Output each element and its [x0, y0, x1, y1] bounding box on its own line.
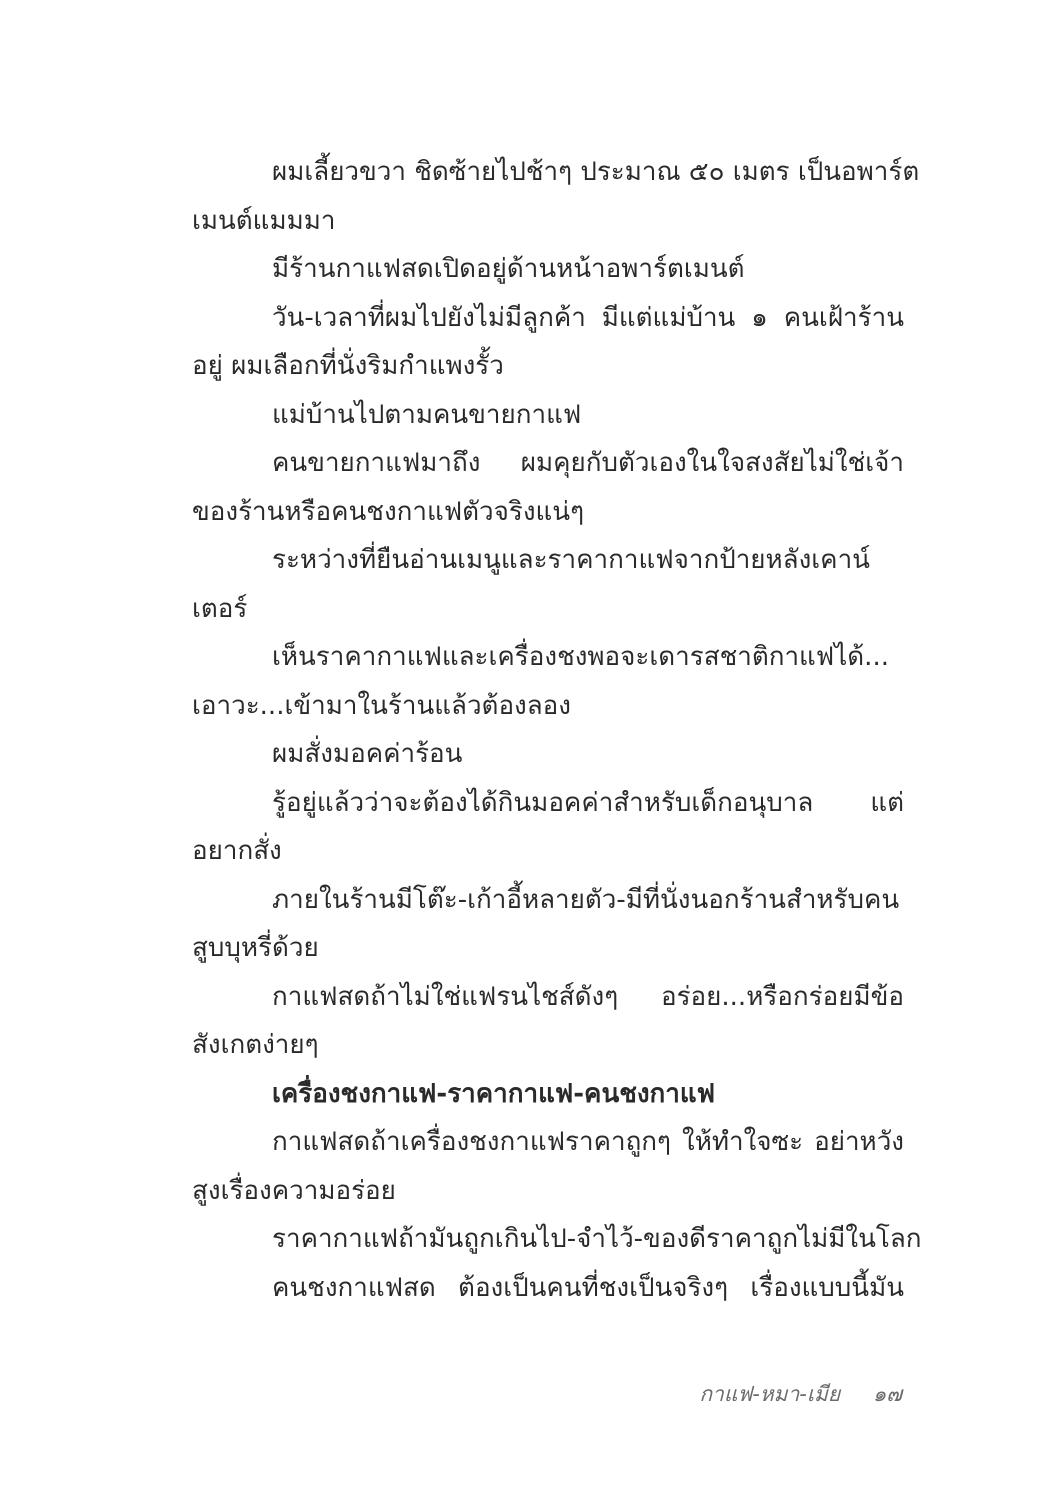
text-line: คนขายกาแฟมาถึง ผมคุยกับตัวเองในใจสงสัยไม่ใช่เจ้า [272, 448, 904, 478]
text-line: กาแฟสดถ้าไม่ใช่แฟรนไชส์ดังๆ อร่อย...หรือกร่อยมีข้อ [272, 981, 904, 1012]
text-line: แม่บ้านไปตามคนขายกาแฟ [272, 399, 582, 430]
page-number: ๑๗ [872, 1382, 902, 1406]
text-line: เห็นราคากาแฟและเครื่องชงพอจะเดารสชาติกาแฟได้... [272, 642, 889, 672]
text-line: เมนต์แมมมา [192, 205, 336, 236]
text-line: ของร้านหรือคนชงกาแฟตัวจริงแน่ๆ [192, 496, 585, 527]
running-title: กาแฟ-หมา-เมีย [699, 1382, 841, 1406]
text-line: ผมเลี้ยวขวา ชิดซ้ายไปช้าๆ ประมาณ ๕๐ เมตร เป็นอพาร์ต [272, 157, 920, 187]
text-line: สูงเรื่องความอร่อย [192, 1175, 396, 1206]
text-line: ภายในร้านมีโต๊ะ-เก้าอี้หลายตัว-มีที่นั่งนอกร้านสำหรับคน [272, 884, 900, 915]
text-line: รู้อยู่แล้วว่าจะต้องได้กินมอคค่าสำหรับเด็กอนุบาล แต่ [272, 787, 904, 818]
text-line: ระหว่างที่ยืนอ่านเมนูและราคากาแฟจากป้ายหลังเคาน์ [272, 545, 870, 575]
text-line: ราคากาแฟถ้ามันถูกเกินไป-จำไว้-ของดีราคาถูกไม่มีในโลก [272, 1224, 922, 1254]
text-line: เตอร์ [192, 593, 248, 624]
text-line: เอาวะ...เข้ามาในร้านแล้วต้องลอง [192, 690, 571, 721]
body-text [192, 148, 922, 1312]
section-heading: เครื่องชงกาแฟ-ราคากาแฟ-คนชงกาแฟ [272, 1078, 716, 1109]
text-line: สูบบุหรี่ด้วย [192, 933, 319, 963]
text-line: อยากสั่ง [192, 836, 282, 866]
page-footer [600, 1378, 902, 1411]
text-line: สังเกตง่ายๆ [192, 1030, 319, 1060]
text-line: อยู่ ผมเลือกที่นั่งริมกำแพงรั้ว [192, 351, 504, 381]
text-line: กาแฟสดถ้าเครื่องชงกาแฟราคาถูกๆ ให้ทำใจซะ อย่าหวัง [272, 1127, 904, 1157]
text-line: มีร้านกาแฟสดเปิดอยู่ด้านหน้าอพาร์ตเมนต์ [272, 254, 745, 284]
text-line: คนชงกาแฟสด ต้องเป็นคนที่ชงเป็นจริงๆ เรื่องแบบนี้มัน [272, 1272, 904, 1303]
text-line: ผมสั่งมอคค่าร้อน [272, 739, 463, 769]
text-line: วัน-เวลาที่ผมไปยังไม่มีลูกค้า มีแต่แม่บ้าน ๑ คนเฝ้าร้าน [272, 302, 904, 333]
